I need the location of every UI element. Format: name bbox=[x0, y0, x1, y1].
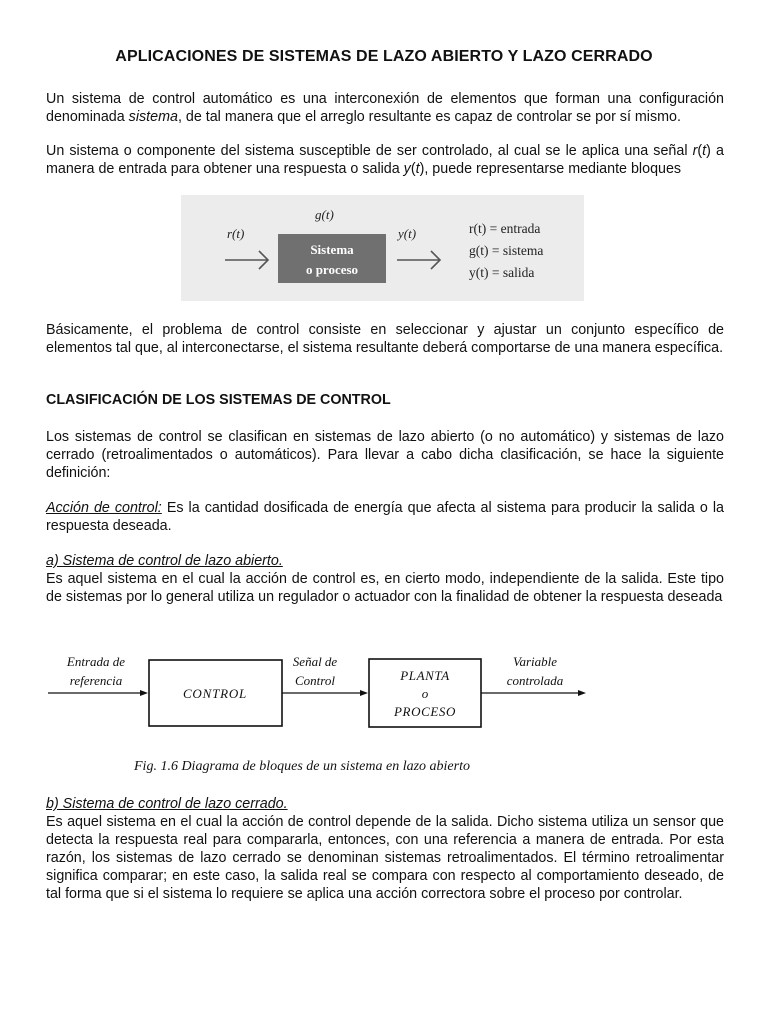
block-label-line1: Sistema bbox=[310, 242, 354, 257]
plant-label-line1: PLANTA bbox=[400, 668, 450, 683]
p2-paren2: ) bbox=[706, 143, 711, 159]
signal-label-line2: Control bbox=[295, 673, 335, 688]
control-label: CONTROL bbox=[182, 686, 248, 701]
page-title: APLICACIONES DE SISTEMAS DE LAZO ABIERTO Y LAZO CERRADO bbox=[115, 48, 653, 65]
output-arrow bbox=[397, 251, 440, 269]
input-label-line1: Entrada de bbox=[66, 654, 126, 669]
plant-label-line3: PROCESO bbox=[394, 704, 456, 719]
input-arrow bbox=[225, 251, 268, 269]
figure-caption: Fig. 1.6 Diagrama de bloques de un sistema en lazo abierto bbox=[134, 759, 470, 774]
open-loop-text: Es aquel sistema en el cual la acción de control es, en cierto modo, independiente de la salida. Este tipo de sistemas por lo general utiliza un regulador o actuador con la finalidad de obtener la respuesta deseada bbox=[46, 571, 724, 605]
paragraph-classification: Los sistemas de control se clasifican en sistemas de lazo abierto (o no automático) y sistemas de lazo cerrado (retroalimentados o automáticos). Para llevar a cabo dicha clasificación, se hace la siguiente definición: bbox=[46, 429, 724, 481]
p2-paren4: ) bbox=[419, 161, 425, 177]
p2-text-a: Un sistema o componente del sistema susceptible de ser controlado, al cual se le aplica una señal bbox=[46, 143, 693, 159]
term-control-action: Acción de control: bbox=[46, 500, 162, 516]
p2-r: r bbox=[692, 143, 698, 159]
p2-paren3: ( bbox=[410, 161, 416, 177]
paragraph-block-representation bbox=[46, 142, 724, 178]
p2-paren1: ( bbox=[697, 143, 703, 159]
legend-sistema: g(t) = sistema bbox=[469, 243, 544, 258]
section-open-loop bbox=[46, 552, 724, 606]
figure-system-block bbox=[181, 195, 584, 301]
g-label: g(t) bbox=[315, 207, 334, 222]
y-label: y(t) bbox=[398, 226, 417, 241]
signal-label-line1: Señal de bbox=[292, 654, 338, 669]
p1-text-a: Un sistema de control automático es una interconexión de elementos que forman una configuración denominada bbox=[46, 91, 724, 125]
paragraph-definition bbox=[46, 90, 724, 126]
p2-text-b: a manera de entrada para obtener una respuesta o salida bbox=[46, 143, 724, 177]
input-arrow bbox=[48, 690, 148, 696]
input-label-line2: referencia bbox=[69, 673, 123, 688]
system-block-diagram bbox=[181, 195, 584, 301]
p1-term-sistema: sistema bbox=[128, 109, 178, 125]
closed-loop-title: b) Sistema de control de lazo cerrado. bbox=[46, 796, 288, 812]
legend-salida: y(t) = salida bbox=[469, 265, 535, 280]
paragraph-control-action bbox=[46, 499, 724, 535]
p2-text-c: , puede representarse mediante bloques bbox=[424, 161, 682, 177]
p2-y: y bbox=[403, 161, 411, 177]
legend-entrada: r(t) = entrada bbox=[469, 221, 541, 236]
paragraph-control-problem: Básicamente, el problema de control consiste en seleccionar y ajustar un conjunto específico de elementos tal que, al interconectarse, el sistema resultante deberá comportarse de una manera específica. bbox=[46, 322, 724, 356]
output-label-line2: controlada bbox=[506, 673, 564, 688]
block-label-line2: o proceso bbox=[305, 262, 359, 277]
p2-t2: t bbox=[415, 161, 420, 177]
signal-arrow bbox=[282, 690, 368, 696]
closed-loop-text: Es aquel sistema en el cual la acción de control depende de la salida. Dicho sistema utiliza un sensor que detecta la respuesta real para compararla, entonces, con una referencia a manera de entrada. Por esta razón, los sistemas de lazo cerrado se denominan sistemas retroalimentados. El término retroalimentar significa comparar; en este caso, la salida real se compara con respecto al comportamiento deseado, de tal forma que si el sistema lo requiere se aplica una acción correctora sobre el proceso por controlar. bbox=[46, 814, 724, 902]
output-arrow bbox=[481, 690, 586, 696]
p2-t1: t bbox=[702, 143, 707, 159]
plant-label-line2: o bbox=[421, 686, 429, 701]
open-loop-block-diagram bbox=[38, 645, 598, 785]
control-action-definition: Es la cantidad dosificada de energía que afecta al sistema para producir la salida o la respuesta deseada. bbox=[46, 500, 724, 534]
section-heading-classification: CLASIFICACIÓN DE LOS SISTEMAS DE CONTROL bbox=[46, 392, 391, 408]
open-loop-title: a) Sistema de control de lazo abierto. bbox=[46, 553, 283, 569]
output-label-line1: Variable bbox=[512, 654, 558, 669]
section-closed-loop bbox=[46, 795, 724, 903]
p1-text-c: , de tal manera que el arreglo resultante es capaz de controlar se por sí mismo. bbox=[177, 109, 681, 125]
r-label: r(t) bbox=[227, 226, 245, 241]
figure-open-loop-diagram bbox=[38, 645, 598, 785]
